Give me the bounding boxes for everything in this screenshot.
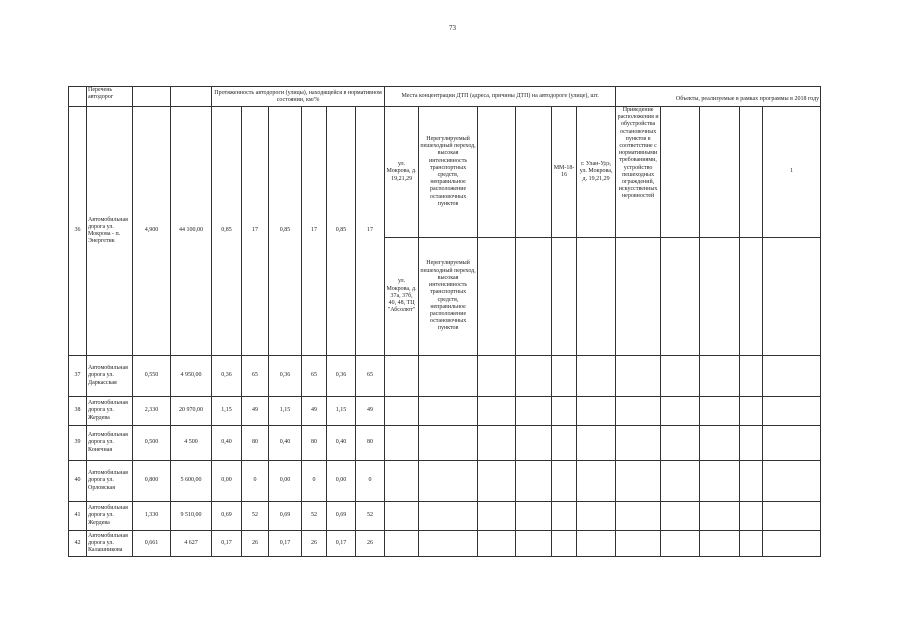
norm-km-3: 0,85 [327, 107, 356, 356]
norm-km-3: 0,00 [327, 461, 356, 502]
road-length: 0,500 [133, 426, 171, 461]
norm-pct-2: 49 [302, 397, 327, 426]
norm-km-2: 1,15 [269, 397, 302, 426]
page-number: 73 [449, 24, 456, 32]
road-area: 44 100,00 [171, 107, 212, 356]
norm-pct-1: 52 [242, 502, 269, 531]
road-area: 5 600,00 [171, 461, 212, 502]
norm-km-1: 0,85 [212, 107, 242, 356]
dtp-cause: Нерегулируемый пешеходный переход, высокая интенсивность транспортных средств, неправильное расположение остановочных пунктов [419, 238, 478, 356]
table-row [69, 397, 821, 426]
norm-km-3: 0,36 [327, 356, 356, 397]
norm-pct-1: 0 [242, 461, 269, 502]
norm-pct-2: 80 [302, 426, 327, 461]
roads-table [68, 86, 821, 557]
norm-pct-3: 52 [356, 502, 385, 531]
norm-km-2: 0,85 [269, 107, 302, 356]
norm-km-2: 0,36 [269, 356, 302, 397]
table-row [69, 426, 821, 461]
norm-km-3: 0,17 [327, 531, 356, 557]
norm-km-1: 0,36 [212, 356, 242, 397]
norm-km-3: 1,15 [327, 397, 356, 426]
table-row [69, 531, 821, 557]
norm-pct-3: 26 [356, 531, 385, 557]
norm-km-3: 0,69 [327, 502, 356, 531]
road-name: Автомобильная дорога ул. Жердева [87, 397, 133, 426]
object-code: ММ-18-16 [552, 107, 577, 238]
norm-km-2: 0,69 [269, 502, 302, 531]
norm-km-2: 0,17 [269, 531, 302, 557]
norm-pct-3: 0 [356, 461, 385, 502]
header-list-label: Перечень автодорог [87, 87, 133, 107]
object-description: Приведение расположения и обустройства остановочных пунктов в соответствие с нормативными требованиями, устройство пешеходных ограждений, искусственных неровностей [616, 107, 661, 238]
road-area: 4 500 [171, 426, 212, 461]
road-length: 2,330 [133, 397, 171, 426]
row-number: 42 [69, 531, 87, 557]
norm-pct-2: 26 [302, 531, 327, 557]
norm-km-2: 0,40 [269, 426, 302, 461]
norm-pct-2: 65 [302, 356, 327, 397]
road-name: Автомобильная дорога ул. Конечная [87, 426, 133, 461]
header-row [69, 87, 821, 107]
road-name: Автомобильная дорога ул. Орловская [87, 461, 133, 502]
road-name: Автомобильная дорога ул. Даркасская [87, 356, 133, 397]
road-area: 20 970,00 [171, 397, 212, 426]
road-area: 9 510,00 [171, 502, 212, 531]
row-number: 36 [69, 107, 87, 356]
norm-pct-2: 0 [302, 461, 327, 502]
road-area: 4 950,00 [171, 356, 212, 397]
norm-pct-3: 49 [356, 397, 385, 426]
norm-pct-3: 80 [356, 426, 385, 461]
road-name: Автомобильная дорога ул. Мокрова - п. Энергетик [87, 107, 133, 356]
road-length: 0,661 [133, 531, 171, 557]
header-objects-label: Объекты, реализуемые в рамках программы в 2018 году [616, 87, 821, 107]
norm-km-1: 0,40 [212, 426, 242, 461]
norm-pct-1: 80 [242, 426, 269, 461]
norm-km-1: 1,15 [212, 397, 242, 426]
norm-km-1: 0,17 [212, 531, 242, 557]
road-name: Автомобильная дорога ул. Калашникова [87, 531, 133, 557]
dtp-address: ул. Мокрова, д. 37а, 37б, 40, 48, ТЦ "Абсолют" [385, 238, 419, 356]
norm-km-1: 0,69 [212, 502, 242, 531]
dtp-address: ул. Мокрова, д. 19,21,29 [385, 107, 419, 238]
table-row [69, 461, 821, 502]
row-number: 39 [69, 426, 87, 461]
norm-km-1: 0,00 [212, 461, 242, 502]
road-length: 0,550 [133, 356, 171, 397]
row-number: 38 [69, 397, 87, 426]
table-row [69, 502, 821, 531]
norm-pct-3: 65 [356, 356, 385, 397]
object-address: г. Улан-Удэ, ул. Мокрова, д. 19,21,29 [577, 107, 616, 238]
table-row [69, 107, 821, 238]
norm-pct-1: 26 [242, 531, 269, 557]
norm-pct-1: 49 [242, 397, 269, 426]
row-number: 41 [69, 502, 87, 531]
road-area: 4 627 [171, 531, 212, 557]
road-length: 0,800 [133, 461, 171, 502]
header-length-label: Протяженность автодороги (улицы), находящейся в нормативном состоянии, км/% [212, 87, 385, 107]
row-number: 37 [69, 356, 87, 397]
dtp-cause: Нерегулируемый пешеходный переход, высокая интенсивность транспортных средств, неправильное расположение остановочных пунктов [419, 107, 478, 238]
norm-km-2: 0,00 [269, 461, 302, 502]
road-length: 1,330 [133, 502, 171, 531]
road-name: Автомобильная дорога ул. Жердева [87, 502, 133, 531]
object-count: 1 [763, 107, 821, 238]
norm-pct-2: 17 [302, 107, 327, 356]
header-dtp-label: Места концентрации ДТП (адреса, причины ДТП) на автодороге (улице), шт. [385, 87, 616, 107]
table-row [69, 356, 821, 397]
road-length: 4,900 [133, 107, 171, 356]
norm-pct-1: 65 [242, 356, 269, 397]
norm-pct-2: 52 [302, 502, 327, 531]
norm-km-3: 0,40 [327, 426, 356, 461]
row-number: 40 [69, 461, 87, 502]
norm-pct-1: 17 [242, 107, 269, 356]
norm-pct-3: 17 [356, 107, 385, 356]
